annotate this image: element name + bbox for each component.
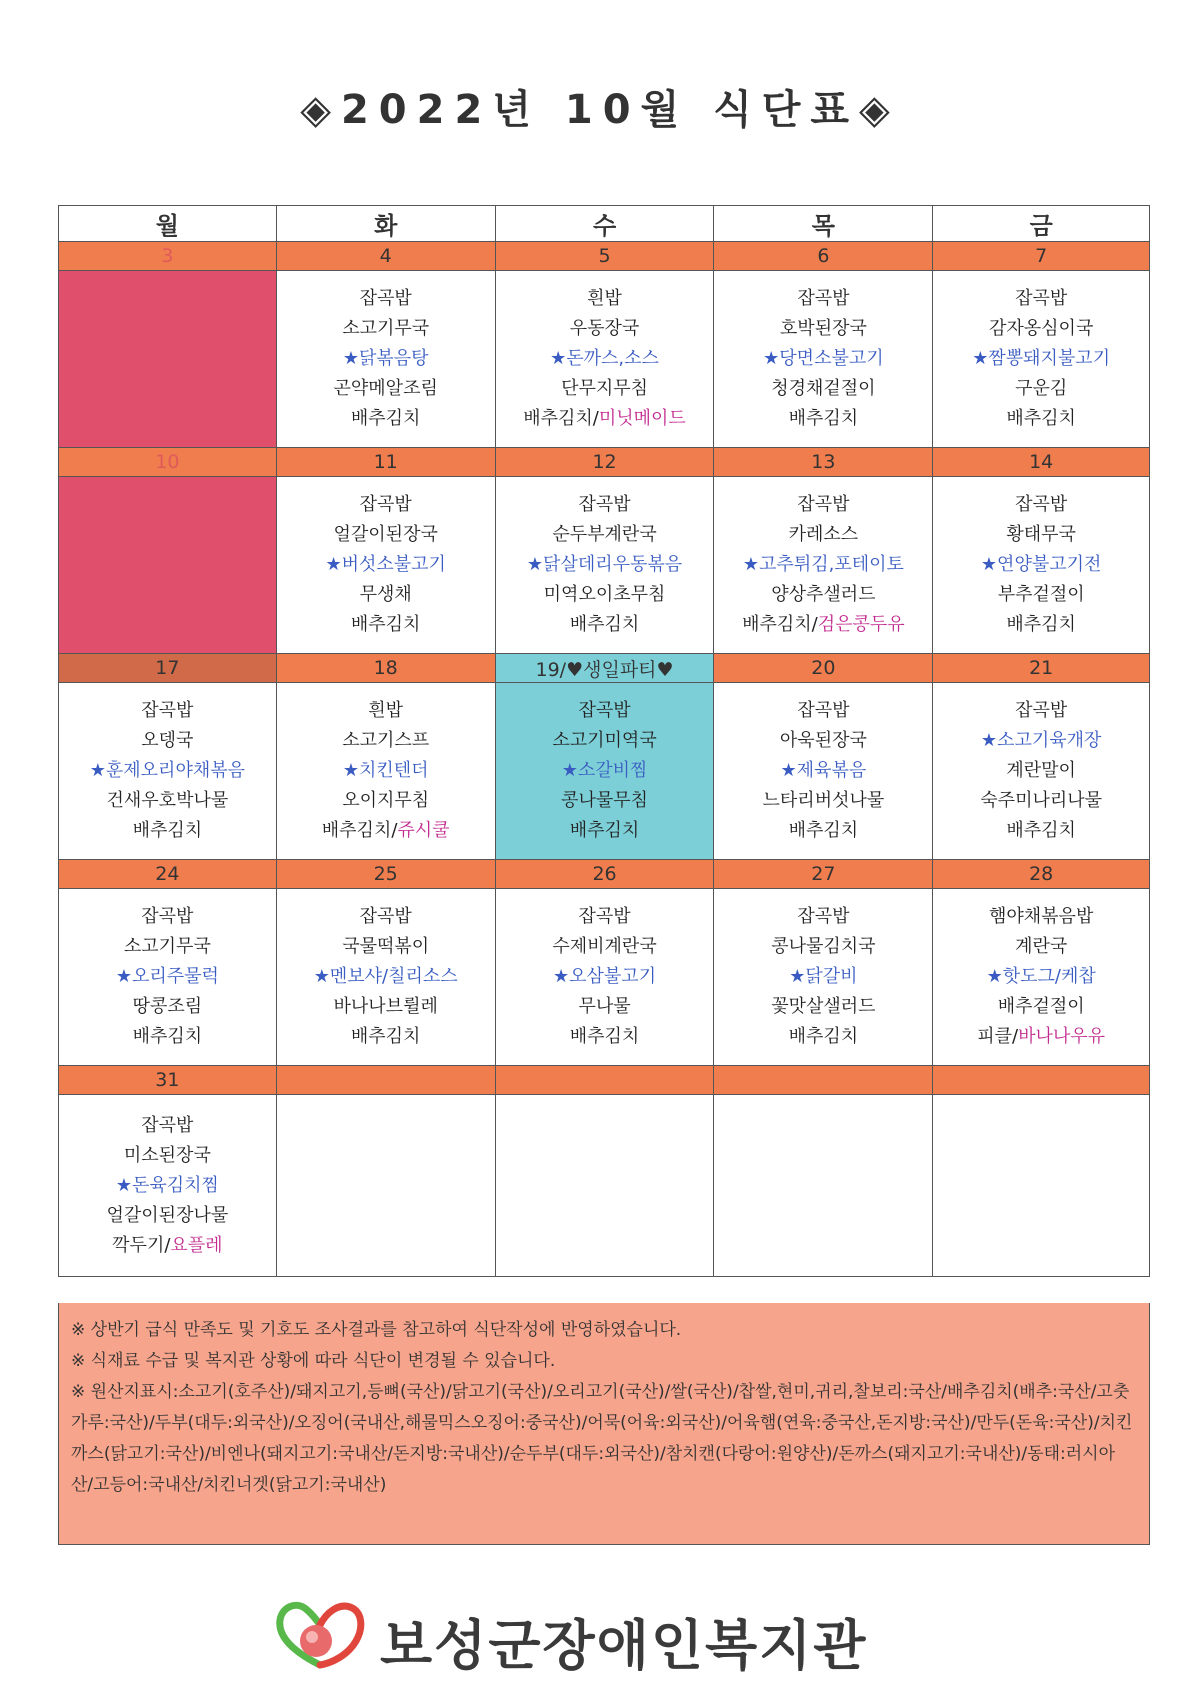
dish-name: ★제육볶음 — [780, 760, 867, 781]
dish-item — [59, 786, 276, 816]
dish-name: 잡곡밥 — [141, 1114, 194, 1136]
dish-name: ★닭갈비 — [789, 966, 858, 987]
dish-name: 부추겉절이 — [997, 584, 1085, 605]
weekday-header-row — [59, 206, 1150, 242]
dish-name: 배추김치 — [1006, 614, 1076, 635]
dish-item — [714, 490, 932, 520]
menu-calendar — [58, 205, 1150, 1277]
dish-item — [277, 374, 495, 404]
dish-item — [933, 404, 1149, 434]
menu-cell — [714, 889, 933, 1066]
main-dish — [933, 550, 1149, 580]
date-cell: 17 — [59, 654, 277, 683]
dish-item — [59, 932, 276, 962]
dish-name: ★짬뽕돼지불고기 — [972, 348, 1111, 369]
dish-item — [714, 992, 932, 1022]
date-cell: 3 — [59, 242, 277, 271]
dish-name: ★연양불고기전 — [980, 554, 1102, 575]
dish-name: 콩나물김치국 — [771, 936, 876, 957]
date-cell — [933, 1066, 1150, 1095]
dish-item — [277, 696, 495, 726]
date-cell: 27 — [714, 860, 933, 889]
dish-item — [933, 490, 1149, 520]
dish-name: 잡곡밥 — [578, 906, 631, 927]
dish-name: ★버섯소불고기 — [325, 554, 446, 575]
dish-name: 배추김치 — [569, 614, 640, 635]
dish-item — [933, 756, 1149, 786]
main-dish — [59, 756, 276, 786]
menu-cell — [59, 889, 277, 1066]
drink-item: 요플레 — [170, 1234, 223, 1256]
menu-cell — [276, 271, 495, 448]
dish-item — [277, 610, 495, 640]
menu-row — [59, 477, 1150, 654]
dish-name: 국물떡볶이 — [342, 936, 430, 957]
main-dish — [277, 344, 495, 374]
dish-name: 잡곡밥 — [578, 494, 631, 515]
note-line: ※ 원산지표시:소고기(호주산)/돼지고기,등뼈(국산)/닭고기(국산)/오리고기(국산)/쌀(국산)/찹쌀,현미,귀리,찰보리:국산/배추김치(배추:국산/고춧가루:국산)/두부(대두:외국산)/오징어(국내산,해물믹스오징어:중국산)/어묵(어육:외국산)/어육햄(연육:중국산,돈지방:국산)/만두(돈육:국산)/치킨까스(닭고기:국산)/비엔나(돼지고기:국내산/돈지방:국내산)/순두부(대두:외국산)/참치캔(다랑어:원양산)/돈까스(돼지고기:국내산)/동태:러시아산/고등어:국내산/치킨너겟(닭고기:국내산) — [71, 1382, 1133, 1495]
dish-item — [496, 490, 714, 520]
dish-name: 잡곡밥 — [797, 700, 850, 721]
dish-name: 계란국 — [1015, 936, 1068, 957]
dish-name: 잡곡밥 — [359, 288, 412, 309]
date-row — [59, 1066, 1150, 1095]
menu-cell — [276, 477, 495, 654]
menu-cell — [933, 1095, 1150, 1277]
dish-item — [277, 284, 495, 314]
notes-box — [58, 1303, 1150, 1545]
dish-name: 흰밥 — [368, 700, 404, 721]
dish-name: 양상추샐러드 — [771, 584, 876, 605]
menu-cell — [495, 683, 714, 860]
date-cell: 18 — [276, 654, 495, 683]
menu-cell — [933, 477, 1150, 654]
dish-item — [496, 816, 714, 846]
dish-name: ★당면소불고기 — [763, 348, 884, 369]
dish-item — [496, 786, 714, 816]
dish-item — [59, 992, 276, 1022]
dish-item — [496, 902, 714, 932]
dish-item — [496, 520, 714, 550]
weekday-wed: 수 — [495, 206, 714, 242]
dish-item — [496, 610, 714, 640]
date-cell: 21 — [933, 654, 1150, 683]
weekday-fri: 금 — [933, 206, 1150, 242]
dish-item — [714, 314, 932, 344]
dish-item — [714, 520, 932, 550]
dish-item — [933, 520, 1149, 550]
menu-cell — [59, 477, 277, 654]
dish-item — [496, 1022, 714, 1052]
dish-item — [714, 786, 932, 816]
date-row — [59, 448, 1150, 477]
dish-name: 배추김치 — [788, 820, 859, 841]
date-cell: 20 — [714, 654, 933, 683]
dish-item — [59, 1201, 276, 1231]
date-cell — [495, 1066, 714, 1095]
dish-name: ★오삼불고기 — [553, 966, 657, 987]
dish-item — [496, 992, 714, 1022]
dish-item — [714, 1022, 932, 1052]
dish-name: 미역오이초무침 — [543, 584, 666, 605]
menu-cell — [714, 271, 933, 448]
dish-name: 땅콩조림 — [132, 996, 203, 1017]
dish-item — [59, 1231, 276, 1261]
dish-item — [714, 726, 932, 756]
dish-name: 배추김치 — [350, 614, 421, 635]
dish-name: 곤약메알조림 — [333, 378, 438, 399]
menu-cell — [714, 477, 933, 654]
dish-name: 배추김치 — [788, 408, 859, 429]
dish-name: 피클/ — [977, 1026, 1019, 1047]
date-cell: 24 — [59, 860, 277, 889]
dish-name: 카레소스 — [788, 524, 859, 545]
weekday-mon: 월 — [59, 206, 277, 242]
dish-name: ★오리주물럭 — [115, 966, 219, 987]
dish-name: 잡곡밥 — [578, 700, 631, 721]
menu-cell — [933, 271, 1150, 448]
dish-name: 잡곡밥 — [141, 906, 194, 927]
main-dish — [277, 550, 495, 580]
dish-name: 잡곡밥 — [1015, 700, 1068, 721]
date-cell — [276, 1066, 495, 1095]
dish-name: 잡곡밥 — [359, 906, 412, 927]
dish-item — [714, 404, 932, 434]
drink-item: 검은콩두유 — [817, 614, 905, 635]
dish-name: 감자옹심이국 — [989, 318, 1094, 339]
menu-cell — [933, 889, 1150, 1066]
dish-item — [933, 284, 1149, 314]
dish-item — [714, 374, 932, 404]
weekday-thu: 목 — [714, 206, 933, 242]
dish-name: 소고기미역국 — [552, 730, 657, 751]
dish-name: 청경채겉절이 — [771, 378, 876, 399]
dish-name: 아욱된장국 — [779, 730, 867, 751]
menu-cell — [495, 271, 714, 448]
dish-name: 얼갈이된장나물 — [106, 1204, 229, 1226]
dish-item — [714, 816, 932, 846]
main-dish — [59, 962, 276, 992]
dish-item — [714, 696, 932, 726]
date-cell: 11 — [276, 448, 495, 477]
date-cell: 25 — [276, 860, 495, 889]
footer — [270, 1595, 950, 1675]
main-dish — [277, 756, 495, 786]
dish-name: ★돈까스,소스 — [550, 348, 659, 369]
menu-cell — [714, 1095, 933, 1277]
dish-name: 잡곡밥 — [797, 494, 850, 515]
date-cell: 7 — [933, 242, 1150, 271]
main-dish — [933, 962, 1149, 992]
main-dish — [277, 962, 495, 992]
dish-name: 배추김치/ — [523, 408, 599, 429]
dish-item — [933, 696, 1149, 726]
date-cell — [714, 1066, 933, 1095]
dish-name: 배추김치 — [132, 820, 203, 841]
dish-item — [933, 580, 1149, 610]
dish-name: 미소된장국 — [123, 1144, 211, 1166]
dish-name: 느타리버섯나물 — [762, 790, 885, 811]
main-dish — [933, 726, 1149, 756]
dish-name: 배추김치 — [350, 1026, 421, 1047]
dish-name: 수제비계란국 — [552, 936, 657, 957]
dish-item — [277, 902, 495, 932]
dish-name: ★돈육김치찜 — [115, 1174, 219, 1196]
menu-cell — [714, 683, 933, 860]
dish-name: 배추김치 — [569, 820, 640, 841]
dish-item — [59, 816, 276, 846]
dish-name: 꽃맛살샐러드 — [771, 996, 876, 1017]
menu-cell — [495, 1095, 714, 1277]
dish-item — [277, 726, 495, 756]
dish-name: 배추김치/ — [321, 820, 398, 841]
main-dish — [714, 344, 932, 374]
main-dish — [496, 550, 714, 580]
dish-item — [933, 816, 1149, 846]
date-cell: 4 — [276, 242, 495, 271]
note-line: ※ 상반기 급식 만족도 및 기호도 조사결과를 참고하여 식단작성에 반영하였습니다. — [71, 1320, 682, 1340]
weekday-tue: 화 — [276, 206, 495, 242]
date-cell: 13 — [714, 448, 933, 477]
menu-cell — [59, 271, 277, 448]
menu-cell — [495, 477, 714, 654]
dish-name: 잡곡밥 — [359, 494, 412, 515]
dish-item — [496, 696, 714, 726]
menu-cell — [933, 683, 1150, 860]
dish-name: ★훈제오리야채볶음 — [89, 760, 245, 781]
note-line: ※ 식재료 수급 및 복지관 상황에 따라 식단이 변경될 수 있습니다. — [71, 1351, 556, 1371]
dish-item — [277, 404, 495, 434]
dish-name: 배추김치 — [788, 1026, 859, 1047]
menu-cell — [276, 889, 495, 1066]
menu-cell — [59, 1095, 277, 1277]
date-cell: 31 — [59, 1066, 277, 1095]
dish-name: 우동장국 — [569, 318, 640, 339]
dish-item — [496, 374, 714, 404]
dish-name: 단무지무침 — [561, 378, 649, 399]
main-dish — [496, 344, 714, 374]
dish-item — [933, 314, 1149, 344]
main-dish — [933, 344, 1149, 374]
main-dish — [714, 756, 932, 786]
dish-item — [59, 1111, 276, 1141]
main-dish — [496, 756, 714, 786]
dish-item — [496, 580, 714, 610]
main-dish — [714, 962, 932, 992]
dish-name: 바나나브륄레 — [333, 996, 438, 1017]
date-cell: 28 — [933, 860, 1150, 889]
menu-cell — [59, 683, 277, 860]
date-row — [59, 242, 1150, 271]
dish-name: 배추김치 — [1006, 408, 1076, 429]
menu-row — [59, 1095, 1150, 1277]
dish-item — [59, 1141, 276, 1171]
drink-item: 미닛메이드 — [598, 408, 686, 429]
menu-row — [59, 271, 1150, 448]
date-cell: 19/♥생일파티♥ — [495, 654, 714, 683]
dish-name: 구운김 — [1015, 378, 1068, 399]
date-row — [59, 860, 1150, 889]
date-row — [59, 654, 1150, 683]
dish-item — [933, 374, 1149, 404]
dish-item — [277, 1022, 495, 1052]
dish-item — [277, 786, 495, 816]
dish-item — [933, 992, 1149, 1022]
dish-item — [496, 726, 714, 756]
date-cell: 14 — [933, 448, 1150, 477]
dish-name: 잡곡밥 — [1015, 288, 1068, 309]
date-cell: 26 — [495, 860, 714, 889]
dish-name: 무생채 — [359, 584, 412, 605]
dish-item — [277, 580, 495, 610]
dish-item — [496, 284, 714, 314]
dish-item — [59, 1022, 276, 1052]
drink-item: 바나나우유 — [1018, 1026, 1106, 1047]
dish-item — [496, 404, 714, 434]
dish-name: 배추김치 — [1006, 820, 1076, 841]
dish-name: 배추김치 — [132, 1026, 203, 1047]
dish-item — [59, 726, 276, 756]
dish-item — [277, 816, 495, 846]
dish-name: ★닭볶음탕 — [342, 348, 429, 369]
date-cell: 6 — [714, 242, 933, 271]
dish-item — [714, 610, 932, 640]
dish-name: 소고기스프 — [342, 730, 430, 751]
dish-item — [933, 902, 1149, 932]
dish-item — [59, 696, 276, 726]
dish-name: 오이지무침 — [342, 790, 430, 811]
organization-name: 보성군장애인복지관 — [380, 1614, 868, 1677]
dish-item — [277, 520, 495, 550]
dish-name: 잡곡밥 — [797, 906, 850, 927]
dish-name: 계란말이 — [1006, 760, 1076, 781]
date-cell: 12 — [495, 448, 714, 477]
drink-item: 쥬시쿨 — [397, 820, 450, 841]
dish-name: 순두부계란국 — [552, 524, 657, 545]
dish-name: 잡곡밥 — [1015, 494, 1068, 515]
dish-name: ★닭살데리우동볶음 — [526, 554, 683, 575]
dish-item — [277, 992, 495, 1022]
menu-row — [59, 683, 1150, 860]
dish-item — [714, 932, 932, 962]
dish-item — [933, 932, 1149, 962]
date-cell: 5 — [495, 242, 714, 271]
menu-row — [59, 889, 1150, 1066]
dish-item — [277, 490, 495, 520]
dish-name: 호박된장국 — [779, 318, 867, 339]
main-dish — [496, 962, 714, 992]
page-title: ◈2022년 10월 식단표◈ — [300, 87, 900, 133]
dish-name: ★핫도그/케찹 — [986, 966, 1096, 987]
dish-name: 배추김치 — [569, 1026, 640, 1047]
date-cell: 10 — [59, 448, 277, 477]
heart-logo-icon — [270, 1595, 370, 1675]
dish-item — [496, 932, 714, 962]
dish-name: 건새우호박나물 — [106, 790, 229, 811]
dish-item — [496, 314, 714, 344]
dish-item — [714, 284, 932, 314]
dish-name: ★치킨텐더 — [342, 760, 429, 781]
dish-name: 소고기무국 — [123, 936, 211, 957]
dish-name: 깍두기/ — [112, 1234, 171, 1256]
dish-name: 배추겉절이 — [997, 996, 1085, 1017]
dish-name: 배추김치 — [350, 408, 421, 429]
dish-item — [277, 314, 495, 344]
menu-cell — [495, 889, 714, 1066]
main-dish — [714, 550, 932, 580]
dish-name: 소고기무국 — [342, 318, 430, 339]
dish-name: 햄야채볶음밥 — [989, 906, 1094, 927]
dish-name: 얼갈이된장국 — [333, 524, 438, 545]
menu-cell — [276, 1095, 495, 1277]
dish-name: 콩나물무침 — [561, 790, 649, 811]
dish-name: 무나물 — [578, 996, 631, 1017]
dish-name: 황태무국 — [1006, 524, 1076, 545]
dish-item — [59, 902, 276, 932]
dish-item — [933, 786, 1149, 816]
dish-name: 배추김치/ — [742, 614, 818, 635]
dish-name: 숙주미나리나물 — [980, 790, 1103, 811]
dish-name: ★소고기육개장 — [980, 730, 1102, 751]
dish-item — [714, 580, 932, 610]
dish-name: ★고추튀김,포테이토 — [742, 554, 904, 575]
dish-name: 잡곡밥 — [797, 288, 850, 309]
dish-name: 오뎅국 — [141, 730, 194, 751]
dish-name: 흰밥 — [587, 288, 622, 309]
dish-item — [714, 902, 932, 932]
dish-item — [277, 932, 495, 962]
dish-name: ★소갈비찜 — [561, 760, 648, 781]
dish-name: ★멘보샤/칠리소스 — [313, 966, 458, 987]
menu-cell — [276, 683, 495, 860]
main-dish — [59, 1171, 276, 1201]
dish-item — [933, 610, 1149, 640]
dish-item — [933, 1022, 1149, 1052]
dish-name: 잡곡밥 — [141, 700, 194, 721]
